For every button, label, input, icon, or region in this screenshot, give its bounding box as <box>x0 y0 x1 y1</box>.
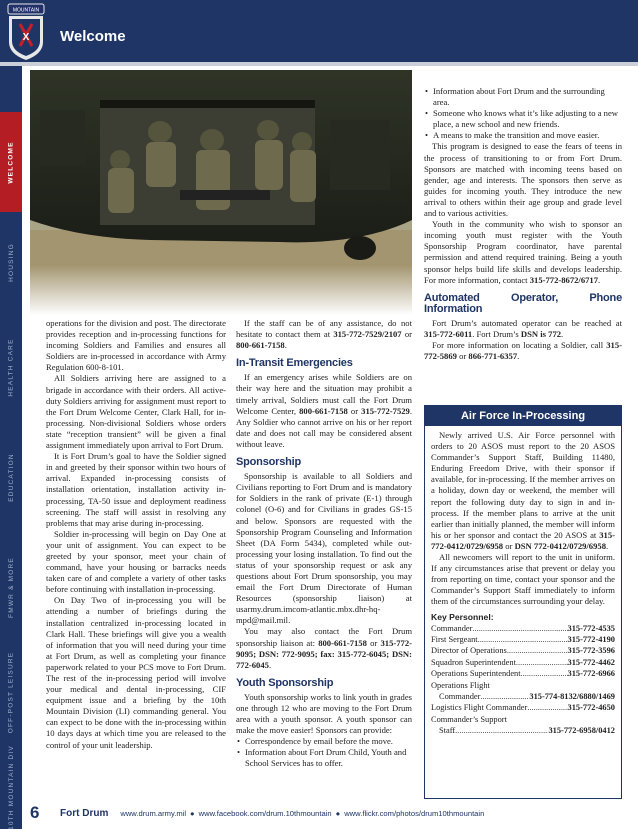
tab-label: OFF-POST LEISURE <box>7 651 15 733</box>
key-personnel-row <box>431 714 615 725</box>
header-divider <box>0 62 638 66</box>
key-personnel-row <box>431 725 615 736</box>
article-column-3 <box>424 86 622 362</box>
phone-number: 315-772-8672/6717 <box>529 274 599 285</box>
bullet-separator-icon: ● <box>190 808 195 818</box>
dot-leader <box>521 668 568 679</box>
paragraph: On Day Two of in-processing you will be attending a number of briefings during the installation centralized in-processing located in Clark Hall. These briefings will give you a wealth of information that you will need during your time at Fort Drum, as well as completing your finance paperwork related to your PCS move to Fort Drum. The rest of the in-processing period will involve your medical and dental in-processing, CIF equipment issue and a briefing by the 10th Mountain Division (LI) commanding general. You can expect to be done with the in-processing within 10 days days at which time you are released to the control of your unit leadership. <box>46 595 226 750</box>
personnel-title: Operations Superintendent <box>431 669 521 679</box>
section-heading: Youth Sponsorship <box>236 676 334 689</box>
personnel-phone: 315-772-3596 <box>567 646 615 656</box>
list-item: • Information about Fort Drum Child, Youth and School Services has to offer. <box>236 747 412 769</box>
personnel-title: Commander <box>431 623 473 633</box>
paragraph: This program is designed to ease the fears of teens in the process of transitioning to or from Fort Drum. Sponsors are matched with incoming teens based on gender, age and interests. The sponsors then serve as guides for incoming youth. They introduce the new arrival to others within their age group and grade level and to various activities. <box>424 141 622 219</box>
dot-leader <box>480 691 529 702</box>
paragraph: operations for the division and post. The directorate provides reception and in-processing functions for incoming Soldiers and Families and ensures all Soldiers are in-processed in accordance with Army Regulation 600-8-101. <box>46 318 226 373</box>
personnel-title: Commander <box>439 692 481 702</box>
section-heading: In-Transit Emergencies <box>236 357 353 370</box>
paragraph: If an emergency arises while Soldiers are on their way here and the situation may prohibit a timely arrival, Soldiers must call the Fort Drum Welcome Center, 800-661-7158 or 315-772-7529. Any Soldier who cannot arrive on his or her report date and does not call may be considered absent without leave. <box>236 372 412 449</box>
flickr-link[interactable]: www.flickr.com/photos/drum10thmountain <box>344 808 485 818</box>
page-footer <box>30 800 630 826</box>
phone-number: 315-772-7529/2107 <box>333 329 402 340</box>
tab-label: HEALTH CARE <box>7 337 15 397</box>
tab-label: WELCOME <box>7 140 15 184</box>
page-title: Welcome <box>60 28 126 45</box>
key-personnel-row <box>431 668 615 679</box>
phone-number: 315-772-0412/0729/6958 <box>431 529 615 551</box>
phone-number: 315-772-7529 <box>361 405 410 416</box>
list-item: • Information about Fort Drum and the surrounding area. <box>424 86 622 108</box>
article-column-1 <box>46 318 226 751</box>
tab-welcome[interactable] <box>0 112 22 212</box>
paragraph: Youth sponsorship works to link youth in grades one through 12 who are moving to the Fort Drum area with a youth sponsor. A youth sponsor can make the move easier! Sponsors can provide: <box>236 691 412 736</box>
paragraph: You may also contact the Fort Drum sponsorship liaison at: 800-661-7158 or 315-772-9095; DSN: 772-9095; fax: 315-772-6045; DSN: 772-6045. <box>236 626 412 670</box>
paragraph: Soldier in-processing will begin on Day One at your unit of assignment. You can expect to be greeted by your sponsor, meet your chain of command, have your housing or barracks needs taken care of and complete a variety of other tasks before continuing with installation in-processing. <box>46 528 226 595</box>
personnel-phone: 315-772-6966 <box>567 669 615 679</box>
dot-leader <box>472 623 567 634</box>
personnel-title: Director of Operations <box>431 646 507 656</box>
footer-brand: Fort Drum <box>60 807 109 819</box>
paragraph: Youth in the community who wish to sponsor an incoming youth must register with the Youth Sponsorship Program coordinator, have parental permission and attend required training. Being a youth sponsor helps build life skills and develops leadership. For more information, contact 315-772-8672/6717. <box>424 219 622 285</box>
svg-text:X: X <box>22 32 30 43</box>
paragraph: Newly arrived U.S. Air Force personnel with orders to 20 ASOS must report to the 20 ASOS Commander’s Support Staff, Building 11480, Enduring Freedom Drive, with their sponsor if available, for in-processing. If the member arrives on a holiday, down day or weekend, the member will report the following duty day to sign in and in-process. If the member plans to arrive at the unit earlier than initially planned, the member will inform his or her sponsor and contact the 20 ASOS at 315-772-0412/0729/6958 or DSN 772-0412/0729/6958. <box>431 430 615 551</box>
facebook-link[interactable]: www.facebook.com/drum.10thmountain <box>198 808 332 818</box>
tab-housing[interactable] <box>0 212 22 312</box>
tab-off-post-leisure[interactable] <box>0 642 22 742</box>
paragraph: All Soldiers arriving here are assigned to a brigade in accordance with their orders. All active-duty Soldiers arriving for assignment must report to the Fort Drum Welcome Center, Clark Hall, for in-processing. Non-divisional Soldiers whose orders state “reception transient” will be given a final assignment immediately upon arrival to Fort Drum. <box>46 373 226 451</box>
personnel-phone: 315-772-4462 <box>567 657 615 667</box>
tab-label: HOUSING <box>7 242 15 282</box>
bullet-list <box>236 736 412 769</box>
key-personnel-title: Key Personnel: <box>431 611 494 622</box>
section-heading: Sponsorship <box>236 456 302 469</box>
paragraph: For more information on locating a Soldier, call 315-772-5869 or 866-771-6357. <box>424 340 622 362</box>
paragraph: Fort Drum’s automated operator can be reached at 315-772-6011. Fort Drum’s DSN is 772. <box>424 317 622 339</box>
phone-number: 800-661-7158 <box>299 405 348 416</box>
key-personnel-list <box>431 623 615 737</box>
phone-number: 800-661-7158 <box>236 340 285 351</box>
soldiers-helicopter-photo <box>30 70 412 315</box>
phone-number: 315-772-6011 <box>424 328 473 339</box>
dsn-number: DSN is 772 <box>520 328 562 339</box>
personnel-title: Staff <box>439 726 456 736</box>
personnel-title: Squadron Superintendent <box>431 657 516 667</box>
dot-leader <box>516 657 568 668</box>
paragraph: If the staff can be of any assistance, do not hesitate to contact them at 315-772-7529/2107 or 800-661-7158. <box>236 318 413 351</box>
list-item: • Correspondence by email before the move. <box>236 736 412 747</box>
dot-leader <box>455 725 548 736</box>
personnel-title: Logistics Flight Commander <box>431 703 528 713</box>
tab-10th-mountain-div[interactable] <box>0 742 22 829</box>
personnel-title: Commander’s Support <box>431 714 507 724</box>
footer-links <box>120 809 484 818</box>
dsn-number: DSN 772-0412/0729/6958 <box>514 540 606 551</box>
tab-health-care[interactable] <box>0 312 22 422</box>
box-title: Air Force In-Processing <box>425 406 621 426</box>
10th-mountain-emblem-icon <box>6 2 46 62</box>
personnel-title: First Sergeant <box>431 635 478 644</box>
section-heading: Automated Operator, Phone Information <box>424 291 622 315</box>
tab-label: 10TH MOUNTAIN DIV <box>7 744 15 829</box>
key-personnel-row <box>431 657 615 668</box>
phone-number: 866-771-6357 <box>468 351 518 362</box>
personnel-phone: 315-772-4650 <box>567 703 615 713</box>
page-header <box>0 0 638 62</box>
list-item: • A means to make the transition and move easier. <box>424 130 622 141</box>
website-link[interactable]: www.drum.army.mil <box>120 808 187 818</box>
air-force-in-processing-box <box>424 405 622 799</box>
key-personnel-row <box>431 680 615 691</box>
section-tab-bar <box>0 66 22 829</box>
paragraph: All newcomers will report to the unit in uniform. If any circumstances arise that prevent or delay you from reporting on time, contact your sponsor and the Commander’s Support Staff immediately to inform them of the circumstances surrounding your delay. <box>431 552 615 607</box>
key-personnel-row <box>431 702 615 713</box>
emblem-text: MOUNTAIN <box>12 7 40 14</box>
personnel-phone: 315-772-6958/0412 <box>548 726 615 736</box>
phone-number: 315-772-5869 <box>424 340 622 362</box>
key-personnel-row <box>431 691 615 702</box>
phone-number: 315-772-9095; DSN: 772-9095; fax: 315-772-6045; DSN: 772-6045 <box>236 637 412 670</box>
personnel-phone: 315-772-4190 <box>567 635 615 644</box>
dot-leader <box>478 634 568 645</box>
key-personnel-row <box>431 623 615 634</box>
phone-number: 800-661-7158 <box>318 637 367 648</box>
dot-leader <box>507 645 568 656</box>
personnel-phone: 315-774-8132/6880/1469 <box>529 692 615 702</box>
key-personnel-row <box>431 645 615 656</box>
tab-fmwr-more[interactable] <box>0 532 22 642</box>
list-item: • Someone who knows what it’s like adjusting to a new place, a new school and new friends. <box>424 108 622 130</box>
paragraph: Sponsorship is available to all Soldiers and Civilians reporting to Fort Drum and is mandatory for Soldiers in the rank of private (E-1) through colonel (O-6) and for Civilians in grades GS-15 and below. Sponsors are requested with the Sponsorship Program Counseling and Information Sheet (DA Form 5434), completed while out-processing your losing installation. To find out the status of your sponsorship request or ask any questions about Fort Drum sponsorship, you may email the Fort Drum Directorate of Human Resources (sponsorship liaison) at usarmy.drum.imcom-atlantic.mbx.dhr-hq-mpd@mail.mil. <box>236 471 412 626</box>
paragraph: It is Fort Drum’s goal to have the Soldier signed in and greeted by their sponsor within two hours of arrival. Expanded in-processing consists of installation orientation, installation activity in-processing, TA-50 issue and deployment readiness screening. The staff will assist in resolving any problems that may arise during in-processing. <box>46 451 226 528</box>
article-column-2 <box>236 318 412 770</box>
tab-label: FMWR & MORE <box>7 556 15 618</box>
bullet-separator-icon: ● <box>335 808 341 818</box>
personnel-phone: 315-772-4535 <box>567 623 615 633</box>
page-number: 6 <box>30 803 40 822</box>
key-personnel-row <box>431 634 615 645</box>
bullet-list <box>424 86 622 141</box>
tab-label: EDUCATION <box>7 452 15 502</box>
tab-education[interactable] <box>0 422 22 532</box>
dot-leader <box>527 702 567 713</box>
personnel-title: Operations Flight <box>431 680 490 690</box>
